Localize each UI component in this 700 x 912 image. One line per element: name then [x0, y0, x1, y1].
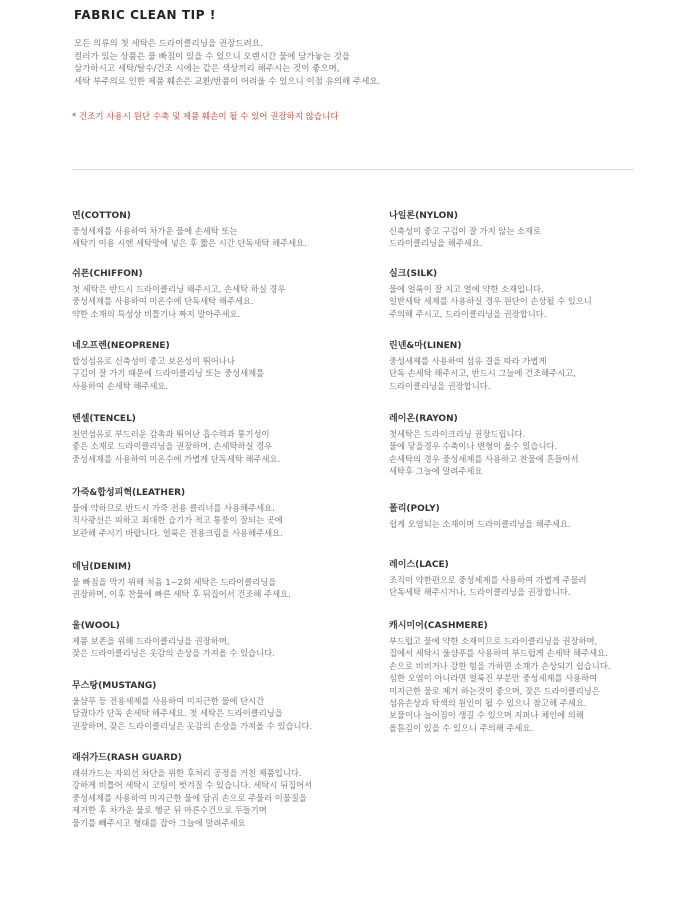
- fabric-silk: [389, 268, 689, 320]
- desc-line: 구김이 잘 가기 때문에 드라이클리닝 또는 중성세제를: [72, 368, 265, 379]
- desc-line: 드라이클리닝을 권장합니다.: [389, 380, 491, 391]
- desc-line: 약한 소재의 특성상 비틀기나 짜지 말아주세요.: [72, 308, 241, 319]
- desc-line: 손세탁의 경우 중성세제를 사용하고 찬물에 흔들어서: [389, 453, 579, 464]
- fabric-desc: [72, 283, 372, 320]
- fabric-desc: [72, 502, 372, 539]
- desc-line: 집에서 세탁시 울샴푸를 사용하여 부드럽게 손세탁 해주세요.: [389, 648, 608, 659]
- intro-line: 컬러가 있는 상품은 물 빠짐이 있을 수 있으니 오랜시간 물에 담가놓는 것을: [74, 51, 351, 62]
- fabric-name: 가죽&합성피혁(LEATHER): [72, 488, 186, 498]
- desc-line: 권장하며, 이후 찬물에 빠른 세탁 후 뒤집어서 건조해 주세요.: [72, 589, 291, 600]
- desc-line: 쉽게 오염되는 소재이며 드라이클리닝을 해주세요.: [389, 519, 571, 529]
- fabric-desc: [72, 635, 372, 660]
- desc-line: 보관해 주시기 바랍니다. 얼룩은 전용크림을 사용해주세요.: [72, 527, 283, 538]
- desc-line: 물에 약하므로 반드시 가죽 전용 클리너를 사용해주세요.: [72, 503, 275, 513]
- desc-line: 물기를 빼주시고 형태를 잡아 그늘에 말려주세요: [72, 817, 246, 828]
- desc-line: 물 빠짐을 막기 위해 처음 1~2회 세탁은 드라이클리닝을: [72, 577, 277, 587]
- fabric-mustang: [72, 680, 372, 732]
- desc-line: 천연섬유로 부드러운 감촉과 뛰어난 흡수력과 통기성이: [72, 429, 270, 439]
- desc-line: 권장하며, 잦은 드라이클리닝은 옷감의 손상을 가져올 수 있습니다.: [72, 720, 313, 731]
- fabric-desc: [72, 576, 372, 601]
- fabric-poly: [389, 503, 689, 530]
- intro-line: 세탁 부주의로 인한 제품 훼손은 교환/반품이 어려울 수 있으니 이점 유의해 주세요.: [74, 76, 381, 87]
- fabric-name: 데님(DENIM): [72, 562, 132, 572]
- dryer-warning: * 건조기 사용시 원단 수축 및 제품 훼손이 될 수 있어 권장하지 않습니다: [72, 112, 339, 122]
- desc-line: 중성세제를 사용하여 미온수에 단독세탁 해주세요.: [72, 296, 254, 307]
- desc-line: 물에 얼룩이 잘 지고 열에 약한 소재입니다.: [389, 284, 544, 294]
- fabric-linen: [389, 340, 689, 392]
- intro-line: 모든 의류의 첫 세탁은 드라이클리닝을 권장드려요.: [74, 39, 263, 49]
- fabric-desc: [72, 428, 372, 465]
- desc-line: 울샴푸 등 전용세제를 사용하여 미지근한 물에 단시간: [72, 696, 265, 706]
- fabric-rayon: [389, 413, 689, 478]
- desc-line: 래쉬가드는 자외선 차단을 위한 후처리 공정을 거친 제품입니다.: [72, 768, 302, 778]
- desc-line: 강하게 비틀어 세탁시 코팅이 벗겨질 수 있습니다. 세탁시 뒤집어서: [72, 780, 313, 791]
- fabric-tencel: [72, 413, 372, 465]
- desc-line: 첫세탁은 드라이크리닝 권장드립니다.: [389, 429, 526, 439]
- fabric-desc: [389, 635, 689, 734]
- desc-line: 주의해 주시고, 드라이클리닝을 권장합니다.: [389, 308, 547, 319]
- desc-line: 조직이 약한편으로 중성세제를 사용하여 가볍게 주물러: [389, 575, 587, 585]
- desc-line: 섬유손상과 탁색의 원인이 될 수 있으니 참고해 주세요.: [389, 698, 587, 709]
- divider: [72, 169, 634, 170]
- desc-line: 손으로 비비거나 강한 힘을 가하면 소재가 손상되기 쉽습니다.: [389, 660, 611, 671]
- desc-line: 신축성이 좋고 구김이 잘 가지 않는 소재로: [389, 226, 542, 236]
- fabric-desc: [389, 574, 689, 599]
- fabric-desc: [72, 355, 372, 392]
- intro-text: [74, 38, 380, 88]
- desc-line: 사용하여 손세탁 해주세요.: [72, 380, 169, 391]
- desc-line: 제거한 후 차가운 물로 헹군 뒤 마른수건으로 두들기며: [72, 805, 267, 816]
- desc-line: 제품 보존을 위해 드라이클리닝을 권장하며,: [72, 636, 230, 646]
- fabric-name: 네오프렌(NEOPRENE): [72, 341, 170, 351]
- desc-line: 심한 오염이 아니라면 얼룩진 부분만 중성세제를 사용하여: [389, 673, 598, 684]
- desc-line: 보풀이나 늘어짐이 생길 수 있으며 지퍼나 체인에 의해: [389, 710, 584, 721]
- fabric-desc: [72, 695, 372, 732]
- desc-line: 미지근한 물로 제거 하는것이 좋으며, 잦은 드라이클리닝은: [389, 685, 600, 696]
- fabric-desc: [389, 283, 689, 320]
- desc-line: 중성세제를 사용하여 미온수에 가볍게 단독세탁 해주세요.: [72, 453, 281, 464]
- fabric-desc: [389, 518, 689, 530]
- desc-line: 담궜다가 단독 손세탁 해주세요. 첫 세탁은 드라이클리닝을: [72, 708, 283, 719]
- fabric-name: 레이온(RAYON): [389, 414, 458, 424]
- desc-line: 중성세제를 사용하여 섬유 결을 따라 가볍게: [389, 356, 547, 366]
- fabric-nylon: [389, 210, 689, 250]
- desc-line: 중성세제를 사용하여 차가운 물에 손세탁 또는: [72, 226, 238, 236]
- fabric-desc: [389, 355, 689, 392]
- desc-line: 첫 세탁은 반드시 드라이클리닝 해주시고, 손세탁 하실 경우: [72, 284, 286, 294]
- desc-line: 세탁후 그늘에 말려주세요: [389, 466, 483, 477]
- desc-line: 단독세탁 해주시거나, 드라이클리닝을 권장합니다.: [389, 587, 571, 598]
- fabric-rash-guard: [72, 752, 372, 829]
- page-title: FABRIC CLEAN TIP !: [74, 8, 216, 22]
- fabric-neoprene: [72, 340, 372, 392]
- fabric-name: 린넨&마(LINEN): [389, 341, 462, 351]
- fabric-name: 면(COTTON): [72, 211, 131, 221]
- fabric-cotton: [72, 210, 372, 250]
- desc-line: 합성섬유로 신축성이 좋고 보온성이 뛰어나나: [72, 356, 235, 366]
- fabric-desc: [72, 767, 372, 829]
- desc-line: 세탁기 이용 시엔 세탁망에 넣은 후 짧은 시간 단독세탁 해주세요.: [72, 238, 307, 249]
- desc-line: 중성세제를 사용하여 미지근한 물에 담궈 손으로 주물러 이물질을: [72, 792, 307, 803]
- desc-line: 직사광선은 피하고 최대한 습기가 적고 통풍이 잘되는 곳에: [72, 515, 283, 526]
- fabric-name: 실크(SILK): [389, 269, 438, 279]
- fabric-name: 래쉬가드(RASH GUARD): [72, 753, 182, 763]
- fabric-lace: [389, 559, 689, 599]
- fabric-name: 레이스(LACE): [389, 560, 449, 570]
- fabric-name: 쉬폰(CHIFFON): [72, 269, 143, 279]
- fabric-denim: [72, 561, 372, 601]
- desc-line: 부드럽고 물에 약한 소재이므로 드라이클리닝을 권장하며,: [389, 636, 598, 646]
- fabric-name: 울(WOOL): [72, 621, 120, 631]
- desc-line: 드라이클리닝을 해주세요.: [389, 238, 483, 249]
- fabric-cashmere: [389, 620, 689, 734]
- fabric-name: 무스탕(MUSTANG): [72, 681, 157, 691]
- fabric-wool: [72, 620, 372, 660]
- fabric-name: 캐시미어(CASHMERE): [389, 621, 488, 631]
- desc-line: 좋은 소재로 드라이클리닝을 권장하며, 손세탁하실 경우: [72, 441, 273, 452]
- fabric-desc: [389, 428, 689, 478]
- fabric-desc: [72, 225, 372, 250]
- fabric-leather: [72, 487, 372, 539]
- fabric-desc: [389, 225, 689, 250]
- desc-line: 일반세탁 세제를 사용하실 경우 원단이 손상될 수 있으니: [389, 296, 592, 307]
- desc-line: 잦은 드라이클리닝은 옷감의 손상을 가져올 수 있습니다.: [72, 648, 275, 659]
- desc-line: 물에 닿을경우 수축이나 변형이 올수 있습니다.: [389, 441, 558, 452]
- intro-line: 삼가하시고 세탁/탈수/건조 시에는 같은 색상끼리 해주시는 것이 좋으며,: [74, 64, 340, 74]
- desc-line: 단독 손세탁 해주시고, 반드시 그늘에 건조해주시고,: [389, 368, 576, 379]
- fabric-name: 나일론(NYLON): [389, 211, 458, 221]
- fabric-name: 텐셀(TENCEL): [72, 414, 136, 424]
- fabric-chiffon: [72, 268, 372, 320]
- desc-line: 올튿김이 있을 수 있으니 주의해 주세요.: [389, 722, 534, 733]
- fabric-name: 폴리(POLY): [389, 504, 440, 514]
